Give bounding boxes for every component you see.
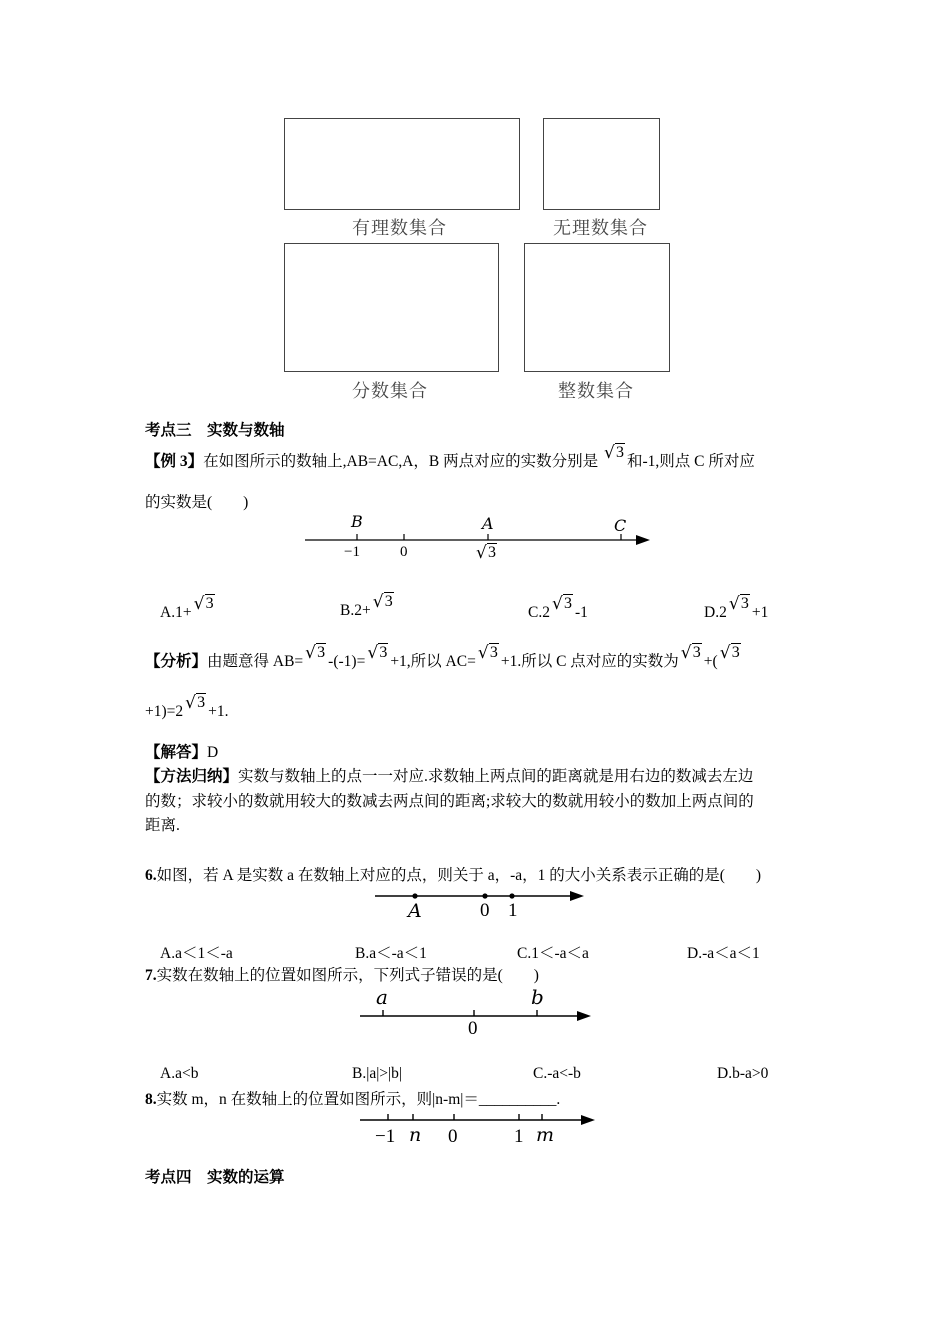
axis-label-B: B: [351, 512, 363, 531]
q8-axis-minus1: −1: [375, 1126, 396, 1147]
example3-tag: 【例 3】: [145, 453, 204, 470]
section4-title: 考点四 实数的运算: [145, 1169, 285, 1186]
q6-option-a: A.a＜1＜-a: [160, 945, 233, 962]
axis-tick-minus1: −1: [344, 544, 360, 560]
q8-axis-n: n: [409, 1124, 422, 1146]
method-tag: 【方法归纳】: [145, 768, 239, 785]
analysis-tag: 【分析】: [145, 653, 208, 670]
q6-number: 6.: [145, 867, 157, 884]
q6-stem: 6.如图，若 A 是实数 a 在数轴上对应的点，则关于 a，-a，1 的大小关系表示正确的是( ): [145, 867, 762, 884]
q6-axis-zero: 0: [480, 900, 490, 921]
q6-axis-A: A: [408, 900, 422, 922]
example3-option-d: D.2 √ 3+1: [704, 594, 769, 621]
q6-option-c: C.1＜-a＜a: [517, 945, 589, 962]
q7-axis-a: a: [376, 985, 388, 1009]
axis-tick-root3: √ 3: [476, 543, 496, 563]
q6-option-b: B.a＜-a＜1: [355, 945, 427, 962]
example3-option-a: A.1+ √ 3: [160, 594, 214, 621]
answer-value: D: [207, 744, 219, 761]
q6-axis-one: 1: [508, 900, 518, 921]
axis-tick-zero: 0: [400, 544, 408, 560]
irrational-set-box: [543, 118, 660, 210]
section3-title: 考点三 实数与数轴: [145, 422, 285, 439]
q8-stem: 8.实数 m，n 在数轴上的位置如图所示，则|n-m|＝__________.: [145, 1091, 561, 1108]
q7-option-a: A.a<b: [160, 1065, 199, 1082]
sqrt-symbol: √ 3: [603, 443, 624, 463]
example3-text-a: 在如图所示的数轴上,AB=AC,A，B 两点对应的实数分别是: [203, 453, 599, 470]
q8-number: 8.: [145, 1091, 157, 1108]
example3-option-c: C.2 √ 3-1: [528, 594, 588, 621]
integer-set-caption: 整数集合: [558, 381, 634, 402]
analysis-line2: +1)=2 √ 3+1.: [145, 693, 229, 720]
q6-option-d: D.-a＜a＜1: [687, 945, 760, 962]
q7-stem: 7.实数在数轴上的位置如图所示，下列式子错误的是( ): [145, 967, 539, 984]
integer-set-box: [524, 243, 670, 372]
q7-option-d: D.b-a>0: [717, 1065, 769, 1082]
method-line2: 的数；求较小的数就用较大的数减去两点间的距离;求较大的数就用较小的数加上两点间的: [145, 793, 754, 810]
example3-option-b: B.2+ √ 3: [340, 592, 393, 619]
method-line3: 距离.: [145, 817, 180, 834]
answer-tag: 【解答】: [145, 744, 208, 761]
q8-number-line: [355, 1108, 605, 1128]
axis-label-A: A: [482, 514, 494, 533]
q8-axis-one: 1: [514, 1126, 524, 1147]
example3-line1: [145, 443, 755, 472]
rational-set-caption: 有理数集合: [352, 218, 447, 239]
fraction-set-box: [284, 243, 499, 372]
example3-line2: 的实数是( ): [145, 494, 249, 511]
q8-axis-m: m: [536, 1124, 555, 1146]
q7-option-b: B.|a|>|b|: [352, 1065, 402, 1082]
analysis-line1: 【分析】由题意得 AB= √ 3-(-1)= √ 3+1,所以 AC= √ 3+1.所以 C 点对应的实数为 √ 3+( √ 3: [145, 643, 740, 670]
method-line1: 【方法归纳】实数与数轴上的点一一对应.求数轴上两点间的距离就是用右边的数减去左边: [145, 768, 754, 785]
q7-option-c: C.-a<-b: [533, 1065, 581, 1082]
example3-text-b: 和-1,则点 C 所对应: [626, 453, 755, 470]
q7-axis-zero: 0: [468, 1018, 478, 1039]
q7-axis-b: b: [531, 985, 544, 1009]
answer-line: [145, 743, 218, 763]
q7-number: 7.: [145, 967, 157, 984]
q8-axis-zero: 0: [448, 1126, 458, 1147]
irrational-set-caption: 无理数集合: [553, 218, 648, 239]
rational-set-box: [284, 118, 520, 210]
fraction-set-caption: 分数集合: [352, 381, 428, 402]
axis-label-C: C: [614, 516, 627, 535]
